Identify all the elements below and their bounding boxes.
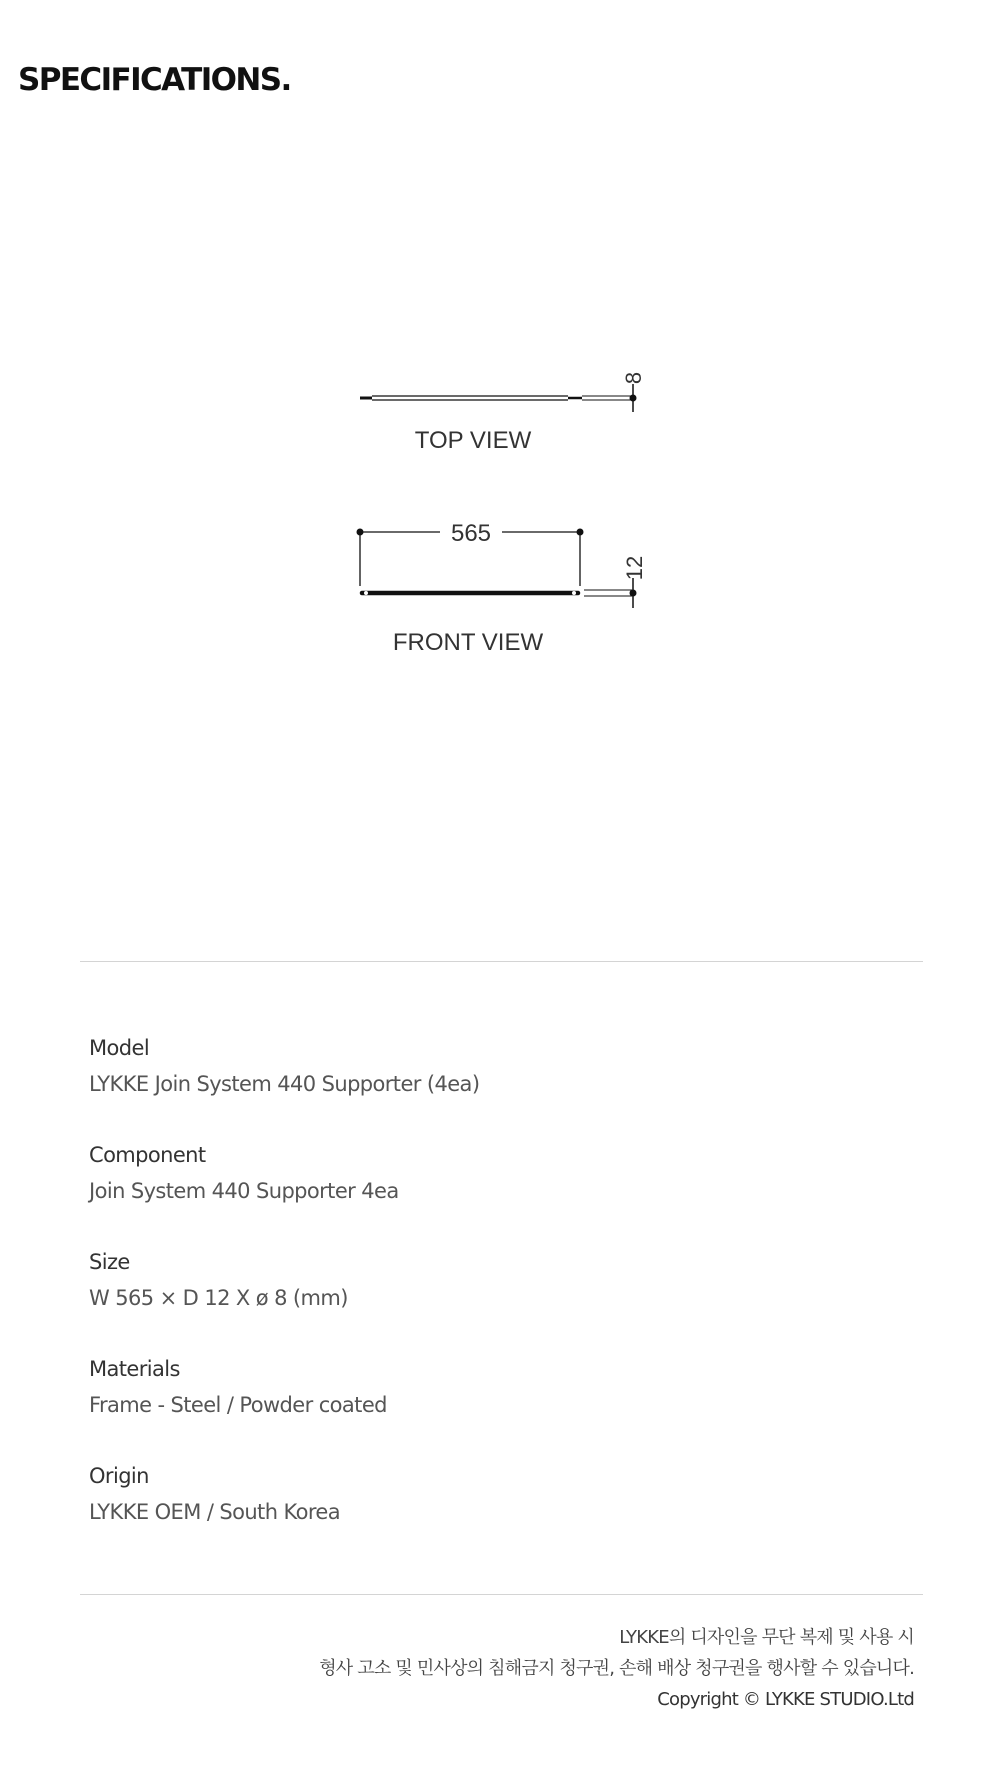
copyright-text: Copyright © LYKKE STUDIO.Ltd [657, 1689, 914, 1710]
spec-value: W 565 × D 12 X ø 8 (mm) [89, 1286, 348, 1310]
spec-model [89, 1033, 889, 1140]
front-view-height-dimension: 12 [622, 555, 647, 581]
spec-origin [89, 1461, 889, 1568]
top-view-label: TOP VIEW [414, 427, 532, 454]
specifications-list [89, 1033, 889, 1568]
top-view-drawing [360, 372, 646, 454]
spec-value: LYKKE Join System 440 Supporter (4ea) [89, 1072, 480, 1096]
front-view-width-dimension: 565 [450, 520, 492, 547]
technical-drawing [0, 0, 1000, 800]
front-view-drawing [357, 520, 648, 656]
copyright-notice [319, 1622, 914, 1715]
spec-label: Origin [89, 1464, 149, 1488]
section-divider-top [80, 961, 923, 962]
spec-label: Size [89, 1250, 130, 1274]
top-view-dimension: 8 [621, 371, 646, 385]
spec-label: Model [89, 1036, 150, 1060]
spec-value: Join System 440 Supporter 4ea [89, 1179, 399, 1203]
spec-value: LYKKE OEM / South Korea [89, 1500, 341, 1524]
section-divider-bottom [80, 1594, 923, 1595]
legal-notice-line: LYKKE의 디자인을 무단 복제 및 사용 시 [619, 1627, 914, 1648]
spec-materials [89, 1354, 889, 1461]
spec-size [89, 1247, 889, 1354]
front-view-label: FRONT VIEW [392, 629, 544, 656]
spec-label: Materials [89, 1357, 180, 1381]
legal-notice-line: 형사 고소 및 민사상의 침해금지 청구권, 손해 배상 청구권을 행사할 수 있습니다. [319, 1658, 914, 1679]
spec-value: Frame - Steel / Powder coated [89, 1393, 387, 1417]
spec-label: Component [89, 1143, 206, 1167]
spec-component [89, 1140, 889, 1247]
page-title: SPECIFICATIONS. [18, 62, 291, 98]
